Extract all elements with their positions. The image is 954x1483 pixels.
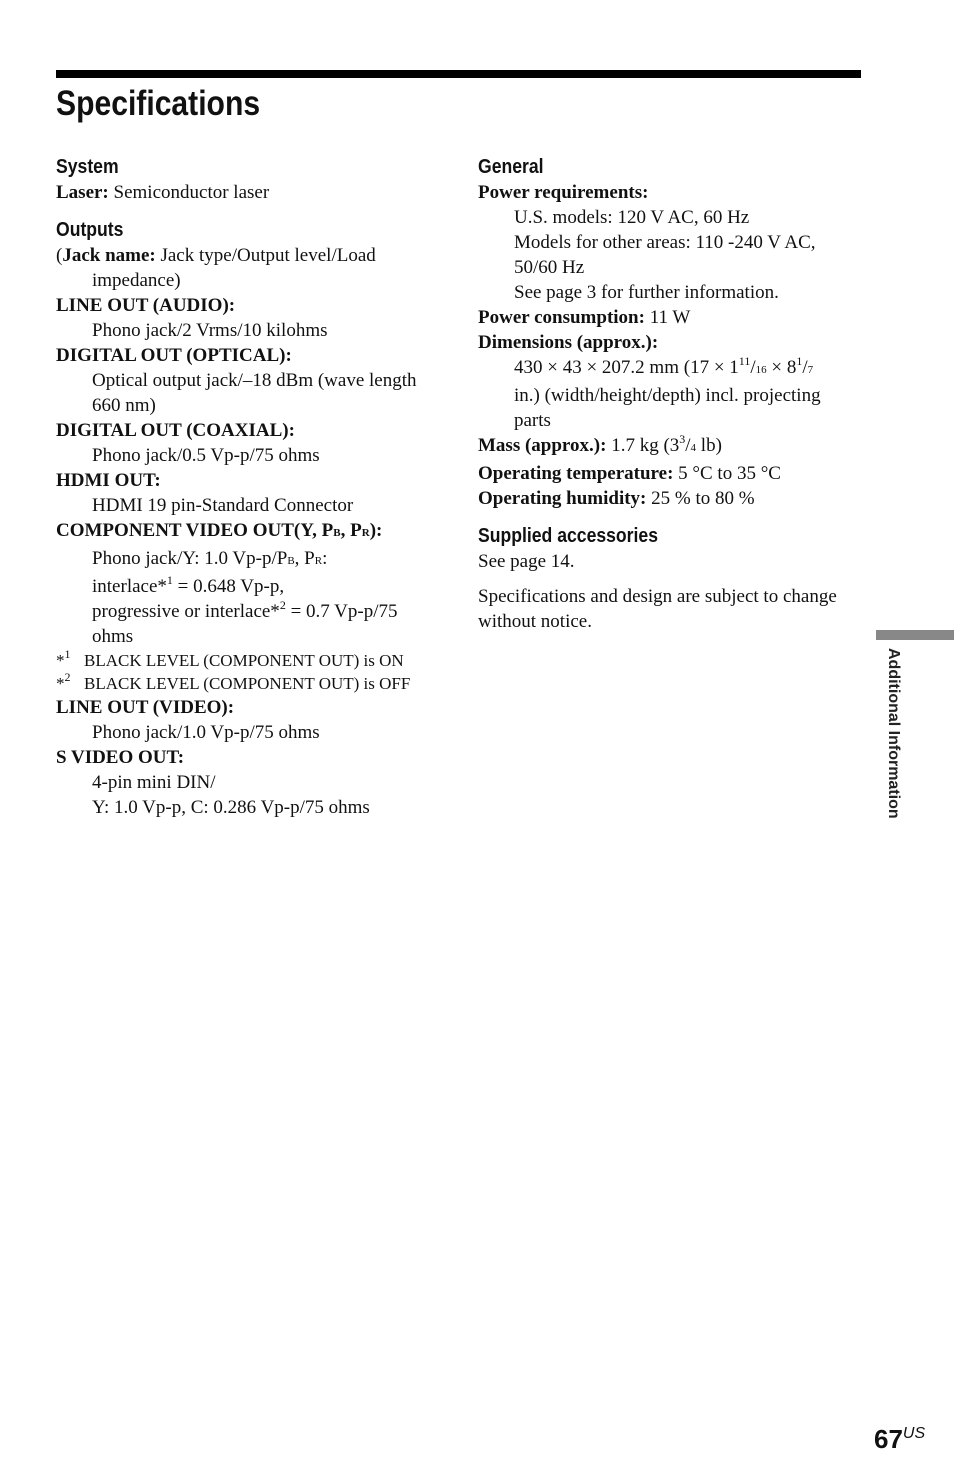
dim-line1-b: / (750, 357, 756, 378)
component-label-sub-b: B (333, 527, 341, 539)
op-hum-label: Operating humidity: (478, 488, 647, 509)
component-line3-sup: 2 (279, 598, 286, 612)
jack-open-paren: ( (56, 245, 63, 266)
component-line1-sub-r: R (314, 555, 323, 567)
mass-value-a: 1.7 kg (3 (606, 435, 680, 456)
mass-spec (478, 433, 862, 461)
footnote-1-text: BLACK LEVEL (COMPONENT OUT) is ON (84, 651, 404, 670)
outputs-heading: Outputs (56, 219, 124, 241)
mass-sub: 4 (690, 442, 697, 454)
jack-name-value: Jack type/Output level/Load impedance) (92, 245, 376, 291)
section-tab-bar (876, 630, 954, 640)
footnote-1-mark-num: 1 (64, 647, 71, 661)
page-number-value: 67 (874, 1424, 903, 1454)
footnote-2-mark: *$^2$ (56, 670, 71, 693)
component-line-2 (56, 574, 446, 599)
jack-name-legend (56, 243, 446, 293)
jack-name-label: Jack name: (62, 245, 156, 266)
page-number-suffix: US (902, 1425, 926, 1442)
dim-line1-c: × 8 (766, 357, 797, 378)
dim-line1-sub2: 7 (807, 364, 814, 376)
component-label-d: ): (369, 520, 383, 541)
dimensions-line-1 (478, 355, 862, 383)
footnote-1 (56, 649, 446, 672)
laser-value: Semiconductor laser (108, 182, 270, 203)
accessories-heading: Supplied accessories (478, 525, 659, 547)
footnote-2-text: BLACK LEVEL (COMPONENT OUT) is OFF (84, 674, 411, 693)
side-section-label: Additional Information (885, 648, 902, 819)
s-video-value-1: 4-pin mini DIN/ (92, 772, 216, 793)
laser-label: Laser: (56, 182, 109, 203)
footnote-2 (56, 672, 446, 695)
component-line3-a: progressive or interlace* (92, 601, 280, 622)
power-req-other-1: Models for other areas: 110 -240 V AC, (514, 232, 816, 253)
page-title: Specifications (56, 84, 261, 123)
component-line2-a: interlace* (92, 576, 167, 597)
notice-text: Specifications and design are subject to change without notice. (478, 586, 837, 632)
dim-line1-d: / (802, 357, 808, 378)
hdmi-value: HDMI 19 pin-Standard Connector (92, 495, 354, 516)
mass-label: Mass (approx.): (478, 435, 607, 456)
component-line2-sup: 1 (166, 573, 173, 587)
s-video-label: S VIDEO OUT: (56, 747, 185, 768)
mass-sup: 3 (679, 432, 686, 446)
operating-temperature (478, 461, 862, 486)
footnote-1-mark: *$^1$ (56, 647, 71, 670)
component-line-1 (56, 546, 446, 574)
op-temp-label: Operating temperature: (478, 463, 674, 484)
dim-line1-sub1: 16 (755, 364, 767, 376)
dimensions-line-3: parts (514, 410, 551, 431)
component-line2-b: = 0.648 Vp-p, (172, 576, 285, 597)
component-label-sub-r: R (361, 527, 370, 539)
dim-line1-sup2: 1 (796, 354, 803, 368)
power-cons-value: 11 W (644, 307, 691, 328)
component-line1-d: : (322, 548, 328, 569)
dim-line1-sup1: 11 (738, 354, 751, 368)
line-out-audio-label: LINE OUT (AUDIO): (56, 295, 236, 316)
mass-value-b: lb) (696, 435, 722, 456)
component-line1-c: , P (294, 548, 315, 569)
digital-coaxial-label: DIGITAL OUT (COAXIAL): (56, 420, 295, 441)
power-req-note: See page 3 for further information. (514, 282, 779, 303)
dimensions-label: Dimensions (approx.): (478, 332, 659, 353)
component-label-c: , P (340, 520, 362, 541)
component-line1-a: Phono jack/Y: 1.0 Vp-p/P (92, 548, 288, 569)
digital-optical-value: Optical output jack/–18 dBm (wave length 660 nm) (92, 370, 417, 416)
page-number (874, 1424, 925, 1455)
component-line1-sub-b: B (287, 555, 295, 567)
component-line-3 (56, 599, 446, 624)
digital-coaxial-value: Phono jack/0.5 Vp-p/75 ohms (92, 445, 320, 466)
line-out-video-label: LINE OUT (VIDEO): (56, 697, 235, 718)
system-heading: System (56, 156, 119, 178)
dim-line1-a: 430 × 43 × 207.2 mm (17 × 1 (514, 357, 739, 378)
laser-spec (56, 180, 446, 205)
s-video-value-2: Y: 1.0 Vp-p, C: 0.286 Vp-p/75 ohms (92, 797, 370, 818)
operating-humidity (478, 486, 862, 511)
hdmi-label: HDMI OUT: (56, 470, 161, 491)
power-req-us: U.S. models: 120 V AC, 60 Hz (514, 207, 750, 228)
power-consumption (478, 305, 862, 330)
dimensions-line-2: in.) (width/height/depth) incl. projecting (514, 385, 821, 406)
title-rule (56, 70, 861, 78)
component-line-4: ohms (92, 626, 134, 647)
component-label (56, 518, 446, 546)
digital-optical-label: DIGITAL OUT (OPTICAL): (56, 345, 292, 366)
mass-slash: / (685, 435, 691, 456)
accessories-text: See page 14. (478, 551, 575, 572)
general-heading: General (478, 156, 544, 178)
component-label-a: COMPONENT VIDEO OUT(Y, P (56, 520, 334, 541)
power-req-other-2: 50/60 Hz (514, 257, 585, 278)
footnote-2-mark-num: 2 (64, 670, 71, 684)
power-cons-label: Power consumption: (478, 307, 645, 328)
left-column (56, 154, 446, 820)
op-hum-value: 25 % to 80 % (646, 488, 755, 509)
component-line3-b: = 0.7 Vp-p/75 (285, 601, 398, 622)
right-column (478, 154, 862, 634)
line-out-audio-value: Phono jack/2 Vrms/10 kilohms (92, 320, 328, 341)
line-out-video-value: Phono jack/1.0 Vp-p/75 ohms (92, 722, 320, 743)
op-temp-value: 5 °C to 35 °C (673, 463, 781, 484)
power-req-label: Power requirements: (478, 182, 649, 203)
